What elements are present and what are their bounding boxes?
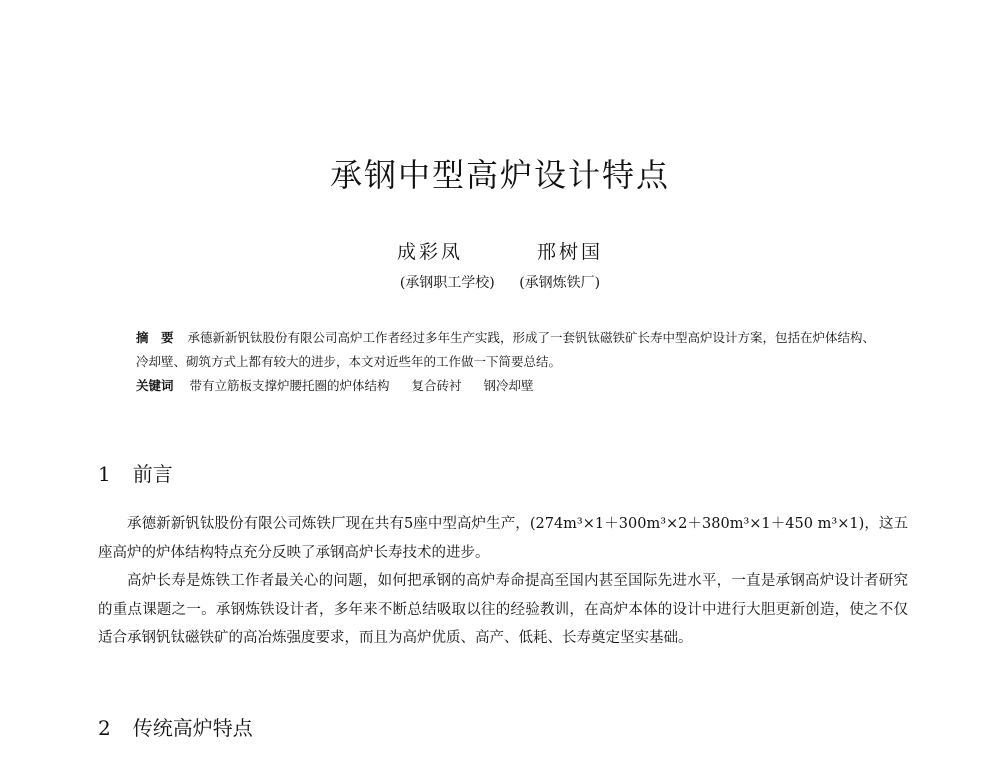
section-heading-1 [98, 458, 173, 487]
abstract-label: 摘 要 [136, 330, 174, 345]
abstract-paragraph [136, 326, 876, 374]
keyword: 复合砖衬 [411, 378, 462, 393]
affiliation: (承钢职工学校) [399, 275, 495, 291]
body-paragraph: 承德新新钒钛股份有限公司炼铁厂现在共有5座中型高炉生产，(274m³×1＋300m³×2＋380m³×1＋450 m³×1)，这五座高炉的炉体结构特点充分反映了承钢高炉长寿技术的进步。 [98, 516, 908, 561]
section-number: 1 [98, 462, 111, 486]
section-title: 传统高炉特点 [132, 716, 253, 740]
section-title: 前言 [132, 462, 173, 486]
author-name: 成彩凤 [396, 241, 463, 263]
section-heading-2 [98, 712, 253, 741]
section-1-body [98, 510, 908, 653]
affiliation: (承钢炼铁厂) [519, 275, 601, 291]
body-paragraph: 高炉长寿是炼铁工作者最关心的问题，如何把承钢的高炉寿命提高至国内甚至国际先进水平，一直是承钢高炉设计者研究的重点课题之一。承钢炼铁设计者，多年来不断总结吸取以往的经验教训，在高炉本体的设计中进行大胆更新创造，使之不仅适合承钢钒钛磁铁矿的高冶炼强度要求，而且为高炉优质、高产、低耗、长寿奠定坚实基础。 [98, 573, 908, 646]
keyword: 带有立筋板支撑炉腰托圈的炉体结构 [189, 378, 390, 393]
affiliation-list [0, 272, 1000, 292]
section-number: 2 [98, 716, 111, 740]
author-name: 邢树国 [537, 241, 604, 263]
abstract-block [136, 326, 876, 398]
keywords-label: 关键词 [136, 378, 174, 393]
keyword: 钢冷却壁 [483, 378, 534, 393]
author-list [0, 237, 1000, 264]
abstract-text: 承德新新钒钛股份有限公司高炉工作者经过多年生产实践，形成了一套钒钛磁铁矿长寿中型高炉设计方案，包括在炉体结构、冷却壁、砌筑方式上都有较大的进步，本文对近些年的工作做一下简要总结。 [136, 330, 876, 369]
keywords-line [136, 374, 876, 398]
paper-title: 承钢中型高炉设计特点 [329, 156, 670, 194]
